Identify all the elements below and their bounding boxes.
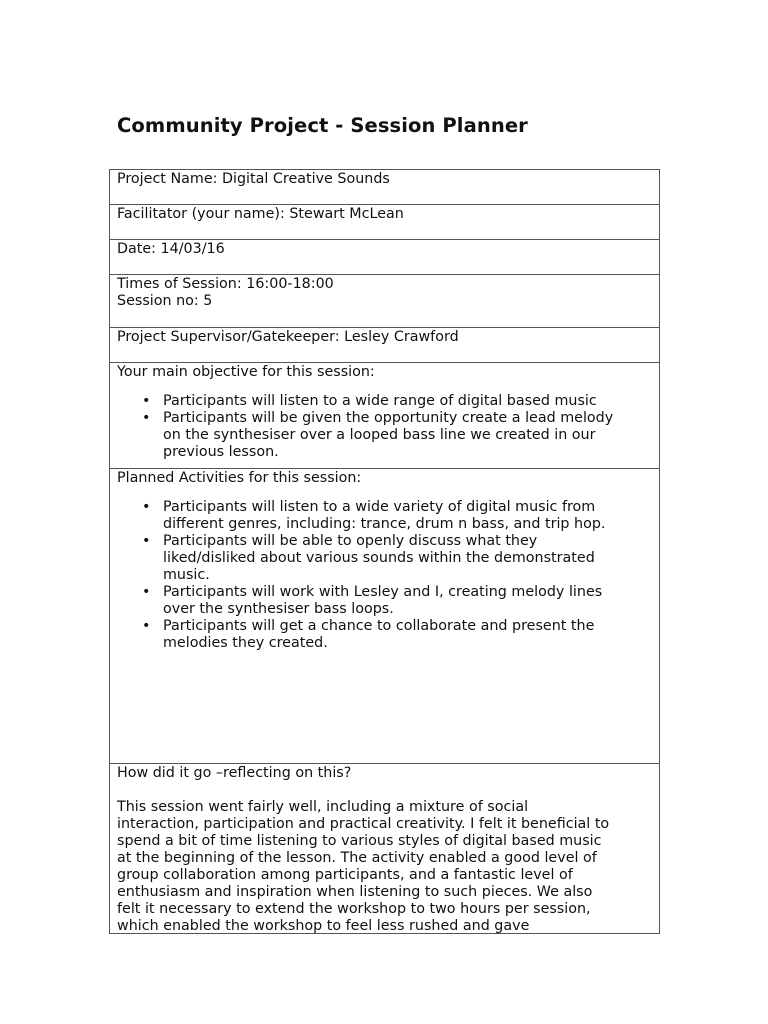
reflection-line-3: spend a bit of time listening to various styles of digital based music xyxy=(117,833,602,849)
reflection-line-6: enthusiasm and inspiration when listening to such pieces. We also xyxy=(117,884,593,900)
objective-2-line-1: • Participants will be given the opportunity create a lead melody xyxy=(163,410,614,426)
row-times xyxy=(110,275,660,328)
list-item xyxy=(117,393,652,410)
objective-cell xyxy=(110,363,660,469)
reflection-line-2: interaction, participation and practical creativity. I felt it beneficial to xyxy=(117,816,610,832)
supervisor-cell xyxy=(110,328,660,363)
date-text: Date: 14/03/16 xyxy=(117,241,225,257)
project-name-text: Project Name: Digital Creative Sounds xyxy=(117,171,390,187)
objective-list xyxy=(117,393,652,461)
list-item xyxy=(117,533,652,584)
times-cell xyxy=(110,275,660,328)
activity-2-line-1: • Participants will be able to openly discuss what they xyxy=(163,533,538,549)
supervisor-text: Project Supervisor/Gatekeeper: Lesley Crawford xyxy=(117,329,459,345)
row-supervisor xyxy=(110,328,660,363)
facilitator-cell xyxy=(110,205,660,240)
activity-2-line-2: liked/disliked about various sounds within the demonstrated xyxy=(163,550,595,566)
facilitator-text: Facilitator (your name): Stewart McLean xyxy=(117,206,404,222)
objective-1-line-1: • Participants will listen to a wide range of digital based music xyxy=(163,393,597,409)
row-project-name xyxy=(110,170,660,205)
document-title: Community Project - Session Planner xyxy=(117,114,528,137)
reflection-cell xyxy=(110,764,660,934)
date-cell xyxy=(110,240,660,275)
reflection-paragraph xyxy=(117,799,652,933)
list-item xyxy=(117,410,652,461)
times-text: Times of Session: 16:00-18:00 xyxy=(117,276,334,292)
session-planner-table xyxy=(109,169,660,934)
session-number-text: Session no: 5 xyxy=(117,293,213,309)
row-facilitator xyxy=(110,205,660,240)
list-item xyxy=(117,584,652,618)
row-objective xyxy=(110,363,660,469)
activity-1-line-1: • Participants will listen to a wide variety of digital music from xyxy=(163,499,596,515)
reflection-line-7: felt it necessary to extend the workshop to two hours per session, xyxy=(117,901,591,917)
activity-3-line-1: • Participants will work with Lesley and I, creating melody lines xyxy=(163,584,603,600)
project-name-cell xyxy=(110,170,660,205)
activity-2-line-3: music. xyxy=(163,567,210,583)
activity-3-line-2: over the synthesiser bass loops. xyxy=(163,601,394,617)
objective-heading: Your main objective for this session: xyxy=(117,364,375,380)
reflection-line-1: This session went fairly well, including a mixture of social xyxy=(117,799,529,815)
row-reflection xyxy=(110,764,660,934)
list-item xyxy=(117,618,652,652)
reflection-line-4: at the beginning of the lesson. The activity enabled a good level of xyxy=(117,850,597,866)
activities-list xyxy=(117,499,652,652)
reflection-line-5: group collaboration among participants, and a fantastic level of xyxy=(117,867,573,883)
row-date xyxy=(110,240,660,275)
objective-2-line-3: previous lesson. xyxy=(163,444,279,460)
objective-2-line-2: on the synthesiser over a looped bass line we created in our xyxy=(163,427,596,443)
activities-cell xyxy=(110,469,660,764)
activities-heading: Planned Activities for this session: xyxy=(117,470,362,486)
reflection-line-8: which enabled the workshop to feel less rushed and gave xyxy=(117,918,530,933)
list-item xyxy=(117,499,652,533)
activity-1-line-2: different genres, including: trance, drum n bass, and trip hop. xyxy=(163,516,606,532)
reflection-heading: How did it go –reflecting on this? xyxy=(117,765,352,781)
row-activities xyxy=(110,469,660,764)
activity-4-line-1: • Participants will get a chance to collaborate and present the xyxy=(163,618,595,634)
activity-4-line-2: melodies they created. xyxy=(163,635,328,651)
